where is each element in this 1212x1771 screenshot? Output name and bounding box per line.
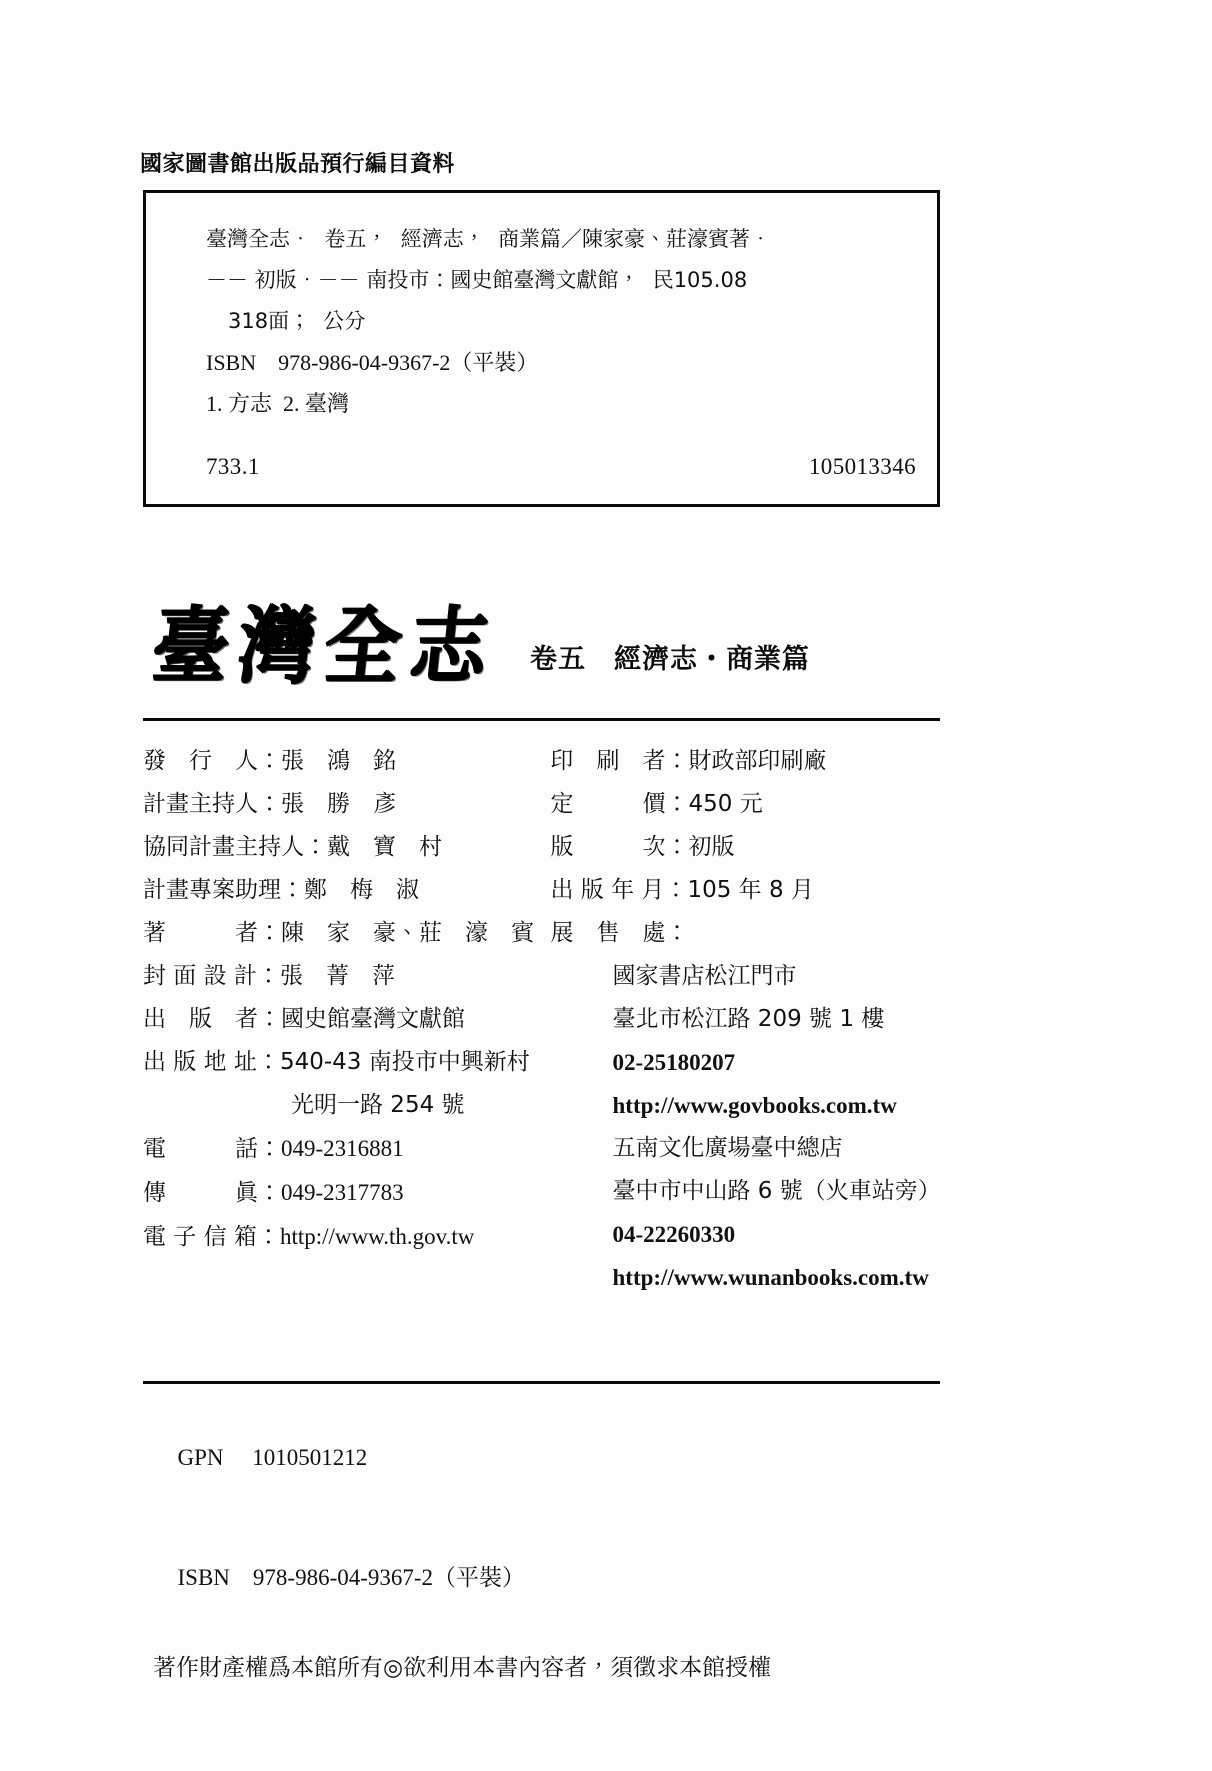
- entry-value: 105 年 8 月: [687, 877, 814, 903]
- outlet-name-2: 五南文化廣場臺中總店: [612, 1135, 843, 1161]
- entry-label: 版 次：: [550, 834, 689, 860]
- entry-value: 張 菁 萍: [279, 963, 395, 989]
- entry-value: 張 勝 彥: [281, 791, 396, 817]
- entry-value: 財政部印刷廠: [688, 748, 827, 774]
- entry-publisher-person: [143, 740, 536, 783]
- entry-value: 049-2317783: [281, 1180, 404, 1205]
- entry-value: 540-43 南投市中興新村: [279, 1049, 530, 1075]
- cip-line-title: 臺灣全志． 卷五， 經濟志， 商業篇／陳家豪、莊濠賓著．: [206, 227, 772, 251]
- isbn-label: ISBN: [177, 1565, 230, 1590]
- entry-label: 計畫主持人：: [143, 791, 281, 817]
- entry-edition: [551, 826, 944, 869]
- divider-bottom: [143, 1381, 940, 1384]
- entry-project-assistant: [143, 869, 536, 912]
- outlet-website-1[interactable]: http://www.govbooks.com.tw: [612, 1093, 897, 1118]
- colophon-columns: [143, 740, 943, 1299]
- cip-line-extent: 318面； 公分: [228, 309, 366, 333]
- cip-line-imprint: －－ 初版．－－ 南投市：國史館臺灣文獻館， 民105.08: [206, 268, 748, 292]
- entry-label: 展 售 處：: [550, 920, 689, 946]
- cip-control-number: 105013346: [808, 454, 916, 479]
- outlet-address-2: 臺中市中山路 6 號（火車站旁）: [612, 1178, 941, 1204]
- entry-label: 出 版 地 址：: [143, 1049, 280, 1075]
- entry-label: 傳 眞：: [143, 1180, 281, 1206]
- entry-label: 出 版 年 月：: [550, 877, 688, 903]
- gpn-value: 1010501212: [252, 1445, 368, 1470]
- entry-fax: [143, 1171, 536, 1215]
- book-subtitle: 卷五 經濟志・商業篇: [530, 644, 810, 675]
- entry-printer: [551, 740, 944, 783]
- entry-telephone: [143, 1127, 536, 1171]
- entry-label: 電 子 信 箱：: [143, 1224, 280, 1250]
- cip-heading: 國家圖書館出版品預行編目資料: [140, 152, 456, 177]
- entry-label: 協同計畫主持人：: [143, 834, 327, 860]
- entry-value: 國史館臺灣文獻館: [281, 1006, 465, 1032]
- entry-authors: [143, 912, 536, 955]
- entry-value: 049-2316881: [281, 1136, 404, 1161]
- entry-value: 450 元: [688, 791, 763, 817]
- cip-line-isbn: ISBN 978-986-04-9367-2（平裝）: [206, 350, 539, 375]
- cip-line-list: [206, 219, 927, 424]
- entry-project-director: [143, 783, 536, 826]
- outlet-name-1: 國家書店松江門市: [612, 963, 797, 989]
- footer-gpn-row: [143, 1398, 943, 1518]
- book-title-calligraphy: 臺灣全志: [147, 596, 502, 695]
- entry-label: 電 話：: [143, 1136, 281, 1162]
- entry-value[interactable]: http://www.th.gov.tw: [279, 1224, 475, 1249]
- entry-value: 初版: [688, 834, 735, 860]
- entry-value: 鄭 梅 淑: [304, 877, 419, 903]
- entry-label: 印 刷 者：: [550, 748, 689, 774]
- isbn-value: 978-986-04-9367-2（平裝）: [252, 1565, 526, 1590]
- copyright-notice: 著作財產權爲本館所有◎欲利用本書內容者，須徵求本館授權: [153, 1655, 772, 1681]
- entry-outlets-heading: [551, 912, 944, 955]
- entry-cover-designer: [143, 955, 536, 998]
- entry-publication-date: [551, 869, 944, 912]
- outlet-phone-1: 02-25180207: [612, 1050, 736, 1075]
- outlet-phone-2: 04-22260330: [612, 1222, 736, 1247]
- title-row: [147, 596, 948, 695]
- footer-block: [143, 1398, 943, 1688]
- colophon-left-column: [143, 740, 536, 1299]
- outlet-website-2[interactable]: http://www.wunanbooks.com.tw: [612, 1265, 929, 1290]
- entry-price: [551, 783, 944, 826]
- entry-value: 陳 家 豪、莊 濠 賓: [281, 920, 534, 946]
- entry-label: 定 價：: [550, 791, 689, 817]
- gpn-label: GPN: [177, 1445, 224, 1470]
- entry-address-continuation: [143, 1084, 536, 1127]
- entry-label: 出 版 者：: [143, 1006, 281, 1032]
- entry-publisher: [143, 998, 536, 1041]
- entry-email[interactable]: [143, 1215, 536, 1259]
- colophon-right-column: [536, 740, 944, 1299]
- cip-classification: 733.1: [206, 454, 260, 479]
- footer-isbn-row: [143, 1518, 943, 1638]
- divider-top: [143, 718, 940, 721]
- entry-value: 張 鴻 銘: [281, 748, 396, 774]
- entry-label: 發 行 人：: [143, 748, 281, 774]
- entry-label: 計畫專案助理：: [143, 877, 304, 903]
- entry-co-project-director: [143, 826, 536, 869]
- entry-label: 封 面 設 計：: [143, 963, 280, 989]
- entry-label: 著 者：: [143, 920, 281, 946]
- entry-value: 光明一路 254 號: [291, 1092, 465, 1118]
- cip-box: [143, 190, 940, 507]
- cip-line-subjects: 1. 方志 2. 臺灣: [206, 391, 350, 416]
- entry-value: 戴 寶 村: [327, 834, 442, 860]
- entry-publisher-address: [143, 1041, 536, 1084]
- cip-footer-row: [206, 454, 916, 480]
- outlet-address-1: 臺北市松江路 209 號 1 樓: [612, 1006, 885, 1032]
